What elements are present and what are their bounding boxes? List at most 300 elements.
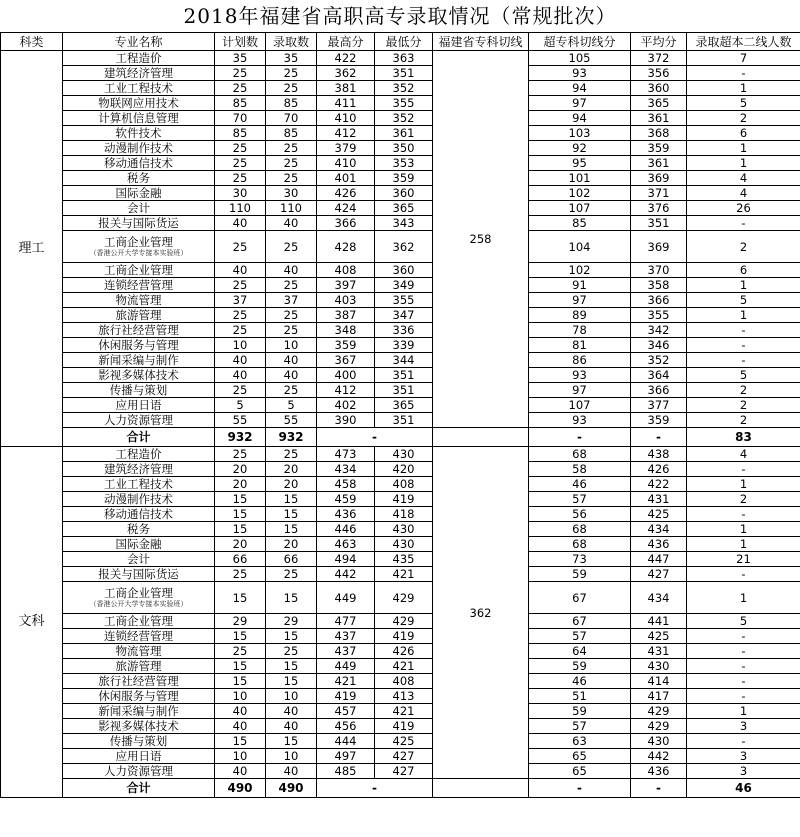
min-score-cell: 349 — [375, 278, 433, 293]
major-name: 工业工程技术 — [104, 477, 173, 491]
average-cell: 359 — [631, 141, 687, 156]
over-cutoff-cell: 102 — [529, 263, 631, 278]
major-name: 影视多媒体技术 — [98, 368, 179, 382]
admitted-cell: 40 — [266, 368, 317, 383]
major-name: 工程造价 — [115, 51, 162, 65]
min-score-cell: 352 — [375, 81, 433, 96]
table-row — [1, 477, 800, 492]
total-over-cutoff: - — [529, 428, 631, 447]
max-score-cell: 412 — [317, 383, 375, 398]
total-average: - — [631, 428, 687, 447]
major-name: 税务 — [127, 522, 150, 536]
over-cutoff-cell: 91 — [529, 278, 631, 293]
admitted-cell: 35 — [266, 51, 317, 66]
over-cutoff-cell: 65 — [529, 764, 631, 779]
major-name: 工程造价 — [115, 447, 162, 461]
over-cutoff-cell: 86 — [529, 353, 631, 368]
over-cutoff-cell: 51 — [529, 689, 631, 704]
table-row — [1, 141, 800, 156]
average-cell: 342 — [631, 323, 687, 338]
table-row — [1, 552, 800, 567]
min-score-cell: 435 — [375, 552, 433, 567]
table-row — [1, 413, 800, 428]
min-score-cell: 421 — [375, 659, 433, 674]
min-score-cell: 430 — [375, 537, 433, 552]
average-cell: 422 — [631, 477, 687, 492]
major-cell — [63, 764, 215, 779]
admitted-cell: 40 — [266, 764, 317, 779]
average-cell: 376 — [631, 201, 687, 216]
table-row — [1, 764, 800, 779]
major-cell — [63, 156, 215, 171]
plan-cell: 15 — [215, 522, 266, 537]
plan-cell: 25 — [215, 278, 266, 293]
major-cell — [63, 323, 215, 338]
over-cutoff-cell: 97 — [529, 383, 631, 398]
table-row — [1, 338, 800, 353]
plan-cell: 15 — [215, 582, 266, 614]
over-cutoff-cell: 101 — [529, 171, 631, 186]
min-score-cell: 350 — [375, 141, 433, 156]
plan-cell: 20 — [215, 537, 266, 552]
major-cell — [63, 719, 215, 734]
over-cutoff-cell: 105 — [529, 51, 631, 66]
over-tier2-cell: - — [687, 734, 800, 749]
admitted-cell: 25 — [266, 81, 317, 96]
table-row — [1, 263, 800, 278]
admitted-cell: 85 — [266, 126, 317, 141]
total-over-cutoff: - — [529, 779, 631, 798]
table-row — [1, 66, 800, 81]
major-cell — [63, 398, 215, 413]
major-name: 应用日语 — [115, 749, 162, 763]
over-tier2-cell: - — [687, 353, 800, 368]
major-name: 工商企业管理 — [104, 263, 173, 277]
over-tier2-cell: - — [687, 216, 800, 231]
average-cell: 366 — [631, 293, 687, 308]
average-cell: 434 — [631, 582, 687, 614]
average-cell: 425 — [631, 507, 687, 522]
over-cutoff-cell: 68 — [529, 522, 631, 537]
category-cell: 文科 — [1, 447, 63, 798]
admitted-cell: 25 — [266, 644, 317, 659]
over-cutoff-cell: 85 — [529, 216, 631, 231]
plan-cell: 40 — [215, 353, 266, 368]
table-row — [1, 582, 800, 614]
average-cell: 368 — [631, 126, 687, 141]
over-tier2-cell: 2 — [687, 111, 800, 126]
average-cell: 364 — [631, 368, 687, 383]
table-row — [1, 293, 800, 308]
plan-cell: 25 — [215, 383, 266, 398]
admitted-cell: 20 — [266, 477, 317, 492]
major-cell — [63, 263, 215, 278]
table-row — [1, 51, 800, 66]
admitted-cell: 25 — [266, 141, 317, 156]
over-tier2-cell: 7 — [687, 51, 800, 66]
min-score-cell: 420 — [375, 462, 433, 477]
table-row — [1, 492, 800, 507]
table-row — [1, 689, 800, 704]
major-name: 影视多媒体技术 — [98, 719, 179, 733]
table-row — [1, 278, 800, 293]
major-cell — [63, 383, 215, 398]
category-cell: 理工 — [1, 51, 63, 447]
header-average: 平均分 — [631, 33, 687, 51]
max-score-cell: 390 — [317, 413, 375, 428]
major-name: 工商企业管理 — [104, 586, 173, 600]
average-cell: 361 — [631, 111, 687, 126]
table-row — [1, 719, 800, 734]
min-score-cell: 363 — [375, 51, 433, 66]
max-score-cell: 381 — [317, 81, 375, 96]
over-tier2-cell: 1 — [687, 278, 800, 293]
major-cell — [63, 582, 215, 614]
major-cell — [63, 231, 215, 263]
over-tier2-cell: 2 — [687, 398, 800, 413]
admitted-cell: 40 — [266, 719, 317, 734]
average-cell: 377 — [631, 398, 687, 413]
max-score-cell: 442 — [317, 567, 375, 582]
admitted-cell: 85 — [266, 96, 317, 111]
major-cell — [63, 507, 215, 522]
over-tier2-cell: 1 — [687, 704, 800, 719]
over-cutoff-cell: 67 — [529, 582, 631, 614]
over-cutoff-cell: 59 — [529, 704, 631, 719]
over-tier2-cell: 4 — [687, 186, 800, 201]
over-tier2-cell: 3 — [687, 749, 800, 764]
plan-cell: 66 — [215, 552, 266, 567]
min-score-cell: 413 — [375, 689, 433, 704]
min-score-cell: 425 — [375, 734, 433, 749]
total-admitted: 932 — [266, 428, 317, 447]
total-label: 合计 — [63, 779, 215, 798]
average-cell: 361 — [631, 156, 687, 171]
major-name: 动漫制作技术 — [104, 141, 173, 155]
min-score-cell: 347 — [375, 308, 433, 323]
major-name: 新闻采编与制作 — [98, 704, 179, 718]
average-cell: 414 — [631, 674, 687, 689]
major-name: 连锁经营管理 — [104, 278, 173, 292]
table-row — [1, 201, 800, 216]
average-cell: 352 — [631, 353, 687, 368]
plan-cell: 40 — [215, 368, 266, 383]
max-score-cell: 494 — [317, 552, 375, 567]
average-cell: 426 — [631, 462, 687, 477]
header-max-score: 最高分 — [317, 33, 375, 51]
over-tier2-cell: - — [687, 507, 800, 522]
average-cell: 429 — [631, 704, 687, 719]
total-admitted: 490 — [266, 779, 317, 798]
plan-cell: 25 — [215, 567, 266, 582]
plan-cell: 25 — [215, 81, 266, 96]
over-cutoff-cell: 46 — [529, 674, 631, 689]
major-cell — [63, 51, 215, 66]
over-cutoff-cell: 67 — [529, 614, 631, 629]
min-score-cell: 429 — [375, 582, 433, 614]
plan-cell: 15 — [215, 674, 266, 689]
max-score-cell: 458 — [317, 477, 375, 492]
header-min-score: 最低分 — [375, 33, 433, 51]
min-score-cell: 430 — [375, 522, 433, 537]
table-row — [1, 216, 800, 231]
over-cutoff-cell: 107 — [529, 201, 631, 216]
plan-cell: 25 — [215, 447, 266, 462]
average-cell: 351 — [631, 216, 687, 231]
max-score-cell: 473 — [317, 447, 375, 462]
max-score-cell: 428 — [317, 231, 375, 263]
table-row — [1, 96, 800, 111]
major-cell — [63, 674, 215, 689]
over-cutoff-cell: 58 — [529, 462, 631, 477]
total-label: 合计 — [63, 428, 215, 447]
table-row — [1, 353, 800, 368]
admitted-cell: 15 — [266, 674, 317, 689]
major-cell — [63, 81, 215, 96]
major-cell — [63, 477, 215, 492]
major-cell — [63, 552, 215, 567]
major-name: 旅游管理 — [115, 659, 162, 673]
table-row — [1, 111, 800, 126]
over-cutoff-cell: 94 — [529, 81, 631, 96]
plan-cell: 25 — [215, 66, 266, 81]
major-cell — [63, 462, 215, 477]
over-tier2-cell: 6 — [687, 126, 800, 141]
admitted-cell: 66 — [266, 552, 317, 567]
average-cell: 358 — [631, 278, 687, 293]
over-tier2-cell: 2 — [687, 492, 800, 507]
major-name: 人力资源管理 — [104, 413, 173, 427]
over-tier2-cell: 26 — [687, 201, 800, 216]
major-name: 报关与国际货运 — [98, 216, 179, 230]
min-score-cell: 365 — [375, 201, 433, 216]
over-cutoff-cell: 107 — [529, 398, 631, 413]
plan-cell: 55 — [215, 413, 266, 428]
average-cell: 436 — [631, 764, 687, 779]
admitted-cell: 15 — [266, 582, 317, 614]
cutoff-cell: 362 — [433, 447, 529, 779]
average-cell: 436 — [631, 537, 687, 552]
average-cell: 356 — [631, 66, 687, 81]
over-tier2-cell: 1 — [687, 477, 800, 492]
admitted-cell: 25 — [266, 156, 317, 171]
over-tier2-cell: - — [687, 674, 800, 689]
min-score-cell: 351 — [375, 383, 433, 398]
over-tier2-cell: 4 — [687, 171, 800, 186]
table-row — [1, 186, 800, 201]
major-name: 工业工程技术 — [104, 81, 173, 95]
table-row — [1, 507, 800, 522]
admitted-cell: 25 — [266, 567, 317, 582]
header-category: 科类 — [1, 33, 63, 51]
plan-cell: 30 — [215, 186, 266, 201]
plan-cell: 15 — [215, 659, 266, 674]
over-tier2-cell: - — [687, 659, 800, 674]
over-cutoff-cell: 65 — [529, 749, 631, 764]
over-tier2-cell: - — [687, 629, 800, 644]
min-score-cell: 418 — [375, 507, 433, 522]
major-name: 国际金融 — [115, 186, 162, 200]
max-score-cell: 379 — [317, 141, 375, 156]
admitted-cell: 15 — [266, 492, 317, 507]
over-cutoff-cell: 102 — [529, 186, 631, 201]
table-row — [1, 126, 800, 141]
min-score-cell: 429 — [375, 614, 433, 629]
admitted-cell: 10 — [266, 749, 317, 764]
over-cutoff-cell: 59 — [529, 659, 631, 674]
major-cell — [63, 629, 215, 644]
major-cell — [63, 749, 215, 764]
min-score-cell: 408 — [375, 477, 433, 492]
plan-cell: 40 — [215, 719, 266, 734]
admitted-cell: 10 — [266, 689, 317, 704]
major-name: 建筑经济管理 — [104, 66, 173, 80]
admitted-cell: 5 — [266, 398, 317, 413]
max-score-cell: 457 — [317, 704, 375, 719]
admitted-cell: 37 — [266, 293, 317, 308]
min-score-cell: 427 — [375, 749, 433, 764]
plan-cell: 25 — [215, 308, 266, 323]
page-title: 2018年福建省高职高专录取情况（常规批次） — [183, 4, 617, 28]
table-row — [1, 81, 800, 96]
plan-cell: 70 — [215, 111, 266, 126]
max-score-cell: 497 — [317, 749, 375, 764]
table-row — [1, 383, 800, 398]
plan-cell: 25 — [215, 141, 266, 156]
max-score-cell: 366 — [317, 216, 375, 231]
over-cutoff-cell: 63 — [529, 734, 631, 749]
major-cell — [63, 96, 215, 111]
major-cell — [63, 186, 215, 201]
admitted-cell: 110 — [266, 201, 317, 216]
max-score-cell: 446 — [317, 522, 375, 537]
over-cutoff-cell: 93 — [529, 368, 631, 383]
admitted-cell: 70 — [266, 111, 317, 126]
over-cutoff-cell: 46 — [529, 477, 631, 492]
major-cell — [63, 567, 215, 582]
average-cell: 429 — [631, 719, 687, 734]
over-cutoff-cell: 95 — [529, 156, 631, 171]
plan-cell: 35 — [215, 51, 266, 66]
min-score-cell: 344 — [375, 353, 433, 368]
average-cell: 365 — [631, 96, 687, 111]
admitted-cell: 15 — [266, 507, 317, 522]
average-cell: 417 — [631, 689, 687, 704]
plan-cell: 25 — [215, 156, 266, 171]
min-score-cell: 419 — [375, 492, 433, 507]
table-row — [1, 398, 800, 413]
admitted-cell: 25 — [266, 171, 317, 186]
major-cell — [63, 126, 215, 141]
min-score-cell: 365 — [375, 398, 433, 413]
max-score-cell: 362 — [317, 66, 375, 81]
average-cell: 434 — [631, 522, 687, 537]
table-row — [1, 659, 800, 674]
admitted-cell: 20 — [266, 537, 317, 552]
total-cutoff — [433, 428, 529, 447]
major-name: 传播与策划 — [109, 734, 168, 748]
major-name: 软件技术 — [115, 126, 162, 140]
over-tier2-cell: - — [687, 567, 800, 582]
admitted-cell: 40 — [266, 704, 317, 719]
major-cell — [63, 614, 215, 629]
plan-cell: 15 — [215, 507, 266, 522]
over-tier2-cell: 1 — [687, 308, 800, 323]
major-cell — [63, 111, 215, 126]
admitted-cell: 20 — [266, 462, 317, 477]
plan-cell: 15 — [215, 492, 266, 507]
major-cell — [63, 522, 215, 537]
over-tier2-cell: 3 — [687, 719, 800, 734]
admitted-cell: 15 — [266, 522, 317, 537]
over-tier2-cell: 21 — [687, 552, 800, 567]
max-score-cell: 400 — [317, 368, 375, 383]
admitted-cell: 10 — [266, 338, 317, 353]
max-score-cell: 403 — [317, 293, 375, 308]
admitted-cell: 25 — [266, 447, 317, 462]
header-major: 专业名称 — [63, 33, 215, 51]
header-plan: 计划数 — [215, 33, 266, 51]
plan-cell: 25 — [215, 644, 266, 659]
average-cell: 442 — [631, 749, 687, 764]
admitted-cell: 25 — [266, 323, 317, 338]
major-name: 旅行社经营管理 — [98, 674, 179, 688]
plan-cell: 20 — [215, 462, 266, 477]
min-score-cell: 359 — [375, 171, 433, 186]
plan-cell: 85 — [215, 96, 266, 111]
total-plan: 490 — [215, 779, 266, 798]
table-row — [1, 567, 800, 582]
max-score-cell: 422 — [317, 51, 375, 66]
admitted-cell: 25 — [266, 308, 317, 323]
major-name: 连锁经营管理 — [104, 629, 173, 643]
max-score-cell: 348 — [317, 323, 375, 338]
max-score-cell: 397 — [317, 278, 375, 293]
average-cell: 427 — [631, 567, 687, 582]
over-cutoff-cell: 78 — [529, 323, 631, 338]
plan-cell: 29 — [215, 614, 266, 629]
major-name: 国际金融 — [115, 537, 162, 551]
major-cell — [63, 141, 215, 156]
max-score-cell: 437 — [317, 629, 375, 644]
admitted-cell: 55 — [266, 413, 317, 428]
max-score-cell: 437 — [317, 644, 375, 659]
table-row — [1, 462, 800, 477]
min-score-cell: 351 — [375, 66, 433, 81]
table-row — [1, 614, 800, 629]
average-cell: 447 — [631, 552, 687, 567]
admitted-cell: 40 — [266, 353, 317, 368]
max-score-cell: 444 — [317, 734, 375, 749]
max-score-cell: 411 — [317, 96, 375, 111]
major-cell — [63, 293, 215, 308]
min-score-cell: 352 — [375, 111, 433, 126]
admitted-cell: 15 — [266, 734, 317, 749]
total-plan: 932 — [215, 428, 266, 447]
average-cell: 425 — [631, 629, 687, 644]
admitted-cell: 15 — [266, 629, 317, 644]
major-cell — [63, 689, 215, 704]
average-cell: 441 — [631, 614, 687, 629]
plan-cell: 110 — [215, 201, 266, 216]
max-score-cell: 359 — [317, 338, 375, 353]
min-score-cell: 351 — [375, 413, 433, 428]
max-score-cell: 401 — [317, 171, 375, 186]
major-name: 旅游管理 — [115, 308, 162, 322]
over-tier2-cell: - — [687, 462, 800, 477]
major-cell — [63, 171, 215, 186]
plan-cell: 10 — [215, 338, 266, 353]
